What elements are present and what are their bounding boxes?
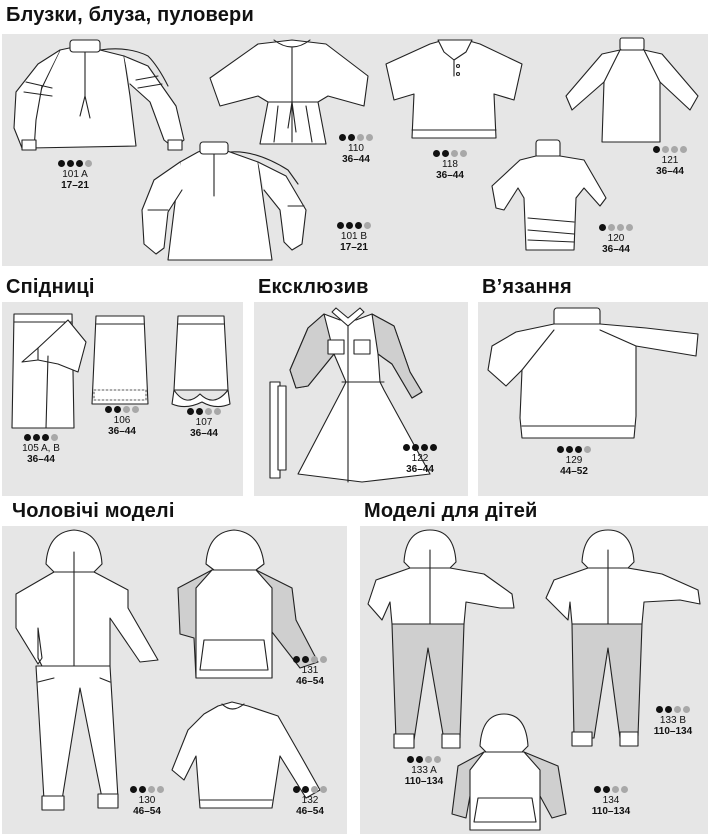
difficulty-dots (18, 434, 64, 442)
difficulty-dot-icon (434, 756, 441, 763)
model-card-133a[interactable] (402, 756, 446, 787)
difficulty-dot-icon (42, 434, 49, 441)
model-card-101a[interactable] (50, 160, 100, 191)
difficulty-dot-icon (311, 656, 318, 663)
illustration-120 (488, 138, 608, 264)
difficulty-dot-icon (653, 146, 660, 153)
model-number: 118 (442, 159, 458, 170)
model-sizes: 36–44 (342, 154, 370, 165)
illustration-129 (486, 306, 702, 440)
difficulty-dot-icon (603, 786, 610, 793)
model-card-130[interactable] (124, 786, 170, 817)
model-number: 105 A, B (22, 443, 60, 454)
difficulty-dot-icon (123, 406, 130, 413)
illustration-134 (448, 710, 578, 832)
difficulty-dots (552, 446, 596, 454)
difficulty-dot-icon (594, 786, 601, 793)
difficulty-dot-icon (662, 146, 669, 153)
model-number: 129 (565, 455, 583, 466)
illustration-105 (8, 312, 92, 430)
model-card-110[interactable] (336, 134, 376, 165)
section-title-blouses: Блузки, блуза, пуловери (6, 4, 254, 26)
difficulty-dot-icon (157, 786, 164, 793)
model-number: 134 (602, 795, 620, 806)
model-card-131[interactable] (288, 656, 332, 687)
model-sizes: 36–44 (27, 454, 55, 465)
difficulty-dot-icon (575, 446, 582, 453)
difficulty-dot-icon (608, 224, 615, 231)
section-title-knitting: В’язання (482, 276, 572, 298)
difficulty-dot-icon (425, 756, 432, 763)
difficulty-dots (336, 134, 376, 142)
section-title-exclusive: Ексклюзив (258, 276, 369, 298)
model-sizes: 36–44 (406, 464, 434, 475)
section-title-men: Чоловічі моделі (12, 500, 175, 522)
model-card-118[interactable] (428, 150, 472, 181)
model-card-106[interactable] (100, 406, 144, 437)
model-card-120[interactable] (596, 224, 636, 255)
difficulty-dot-icon (433, 150, 440, 157)
difficulty-dot-icon (612, 786, 619, 793)
difficulty-dot-icon (139, 786, 146, 793)
model-sizes: 46–54 (133, 806, 161, 817)
difficulty-dot-icon (187, 408, 194, 415)
difficulty-dots (398, 444, 442, 452)
illustration-118 (382, 36, 528, 148)
difficulty-dot-icon (621, 786, 628, 793)
illustration-101b (138, 140, 328, 266)
difficulty-dot-icon (24, 434, 31, 441)
model-card-105ab[interactable] (18, 434, 64, 465)
illustration-106 (88, 314, 154, 406)
model-card-101b[interactable] (334, 222, 374, 253)
difficulty-dot-icon (302, 656, 309, 663)
difficulty-dot-icon (214, 408, 221, 415)
model-number: 133 B (659, 715, 687, 726)
difficulty-dot-icon (416, 756, 423, 763)
difficulty-dot-icon (364, 222, 371, 229)
difficulty-dot-icon (348, 134, 355, 141)
model-card-121[interactable] (652, 146, 688, 177)
model-number: 110 (348, 143, 364, 154)
model-card-129[interactable] (552, 446, 596, 477)
model-sizes: 36–44 (656, 166, 684, 177)
difficulty-dot-icon (311, 786, 318, 793)
difficulty-dots (288, 786, 332, 794)
difficulty-dots (652, 146, 688, 154)
model-sizes: 110–134 (404, 776, 444, 787)
difficulty-dots (100, 406, 144, 414)
model-sizes: 110–134 (591, 806, 631, 817)
model-number: 101 B (340, 231, 368, 242)
difficulty-dot-icon (114, 406, 121, 413)
difficulty-dot-icon (337, 222, 344, 229)
model-card-133b[interactable] (650, 706, 696, 737)
difficulty-dot-icon (148, 786, 155, 793)
difficulty-dot-icon (671, 146, 678, 153)
difficulty-dot-icon (656, 706, 663, 713)
difficulty-dot-icon (626, 224, 633, 231)
difficulty-dot-icon (132, 406, 139, 413)
difficulty-dots (124, 786, 170, 794)
difficulty-dot-icon (403, 444, 410, 451)
difficulty-dot-icon (680, 146, 687, 153)
difficulty-dots (182, 408, 226, 416)
difficulty-dot-icon (130, 786, 137, 793)
difficulty-dots (402, 756, 446, 764)
model-number: 132 (301, 795, 319, 806)
difficulty-dot-icon (293, 656, 300, 663)
model-number: 131 (301, 665, 319, 676)
model-sizes: 110–134 (653, 726, 693, 737)
difficulty-dot-icon (320, 656, 327, 663)
difficulty-dot-icon (430, 444, 437, 451)
model-sizes: 17–21 (61, 180, 89, 191)
difficulty-dots (334, 222, 374, 230)
difficulty-dot-icon (355, 222, 362, 229)
difficulty-dot-icon (58, 160, 65, 167)
difficulty-dot-icon (412, 444, 419, 451)
difficulty-dots (50, 160, 100, 168)
difficulty-dot-icon (302, 786, 309, 793)
difficulty-dot-icon (293, 786, 300, 793)
difficulty-dot-icon (421, 444, 428, 451)
difficulty-dot-icon (566, 446, 573, 453)
difficulty-dot-icon (76, 160, 83, 167)
model-number: 122 (411, 453, 429, 464)
difficulty-dot-icon (451, 150, 458, 157)
model-sizes: 46–54 (296, 676, 324, 687)
difficulty-dot-icon (67, 160, 74, 167)
model-sizes: 36–44 (602, 244, 630, 255)
model-card-107[interactable] (182, 408, 226, 439)
model-sizes: 17–21 (340, 242, 368, 253)
model-card-132[interactable] (288, 786, 332, 817)
difficulty-dot-icon (665, 706, 672, 713)
difficulty-dot-icon (85, 160, 92, 167)
model-card-134[interactable] (588, 786, 634, 817)
illustration-121 (562, 36, 704, 146)
difficulty-dot-icon (407, 756, 414, 763)
difficulty-dot-icon (599, 224, 606, 231)
model-number: 107 (195, 417, 213, 428)
difficulty-dot-icon (33, 434, 40, 441)
difficulty-dot-icon (320, 786, 327, 793)
difficulty-dot-icon (557, 446, 564, 453)
difficulty-dots (428, 150, 472, 158)
model-sizes: 36–44 (108, 426, 136, 437)
model-number: 133 A (411, 765, 437, 776)
difficulty-dot-icon (460, 150, 467, 157)
model-sizes: 36–44 (436, 170, 464, 181)
model-number: 101 A (62, 169, 88, 180)
difficulty-dots (596, 224, 636, 232)
difficulty-dot-icon (105, 406, 112, 413)
section-title-kids: Моделі для дітей (364, 500, 538, 522)
model-number: 130 (138, 795, 156, 806)
difficulty-dot-icon (205, 408, 212, 415)
difficulty-dot-icon (674, 706, 681, 713)
difficulty-dot-icon (584, 446, 591, 453)
difficulty-dot-icon (346, 222, 353, 229)
model-sizes: 36–44 (190, 428, 218, 439)
model-number: 106 (113, 415, 131, 426)
difficulty-dots (588, 786, 634, 794)
difficulty-dot-icon (357, 134, 364, 141)
difficulty-dot-icon (339, 134, 346, 141)
difficulty-dot-icon (196, 408, 203, 415)
model-sizes: 44–52 (560, 466, 588, 477)
model-number: 121 (661, 155, 679, 166)
illustration-107 (166, 314, 238, 410)
difficulty-dot-icon (51, 434, 58, 441)
difficulty-dot-icon (617, 224, 624, 231)
difficulty-dot-icon (366, 134, 373, 141)
model-card-122[interactable] (398, 444, 442, 475)
section-title-skirts: Спідниці (6, 276, 95, 298)
difficulty-dots (288, 656, 332, 664)
model-number: 120 (607, 233, 625, 244)
difficulty-dots (650, 706, 696, 714)
difficulty-dot-icon (442, 150, 449, 157)
difficulty-dot-icon (683, 706, 690, 713)
model-sizes: 46–54 (296, 806, 324, 817)
